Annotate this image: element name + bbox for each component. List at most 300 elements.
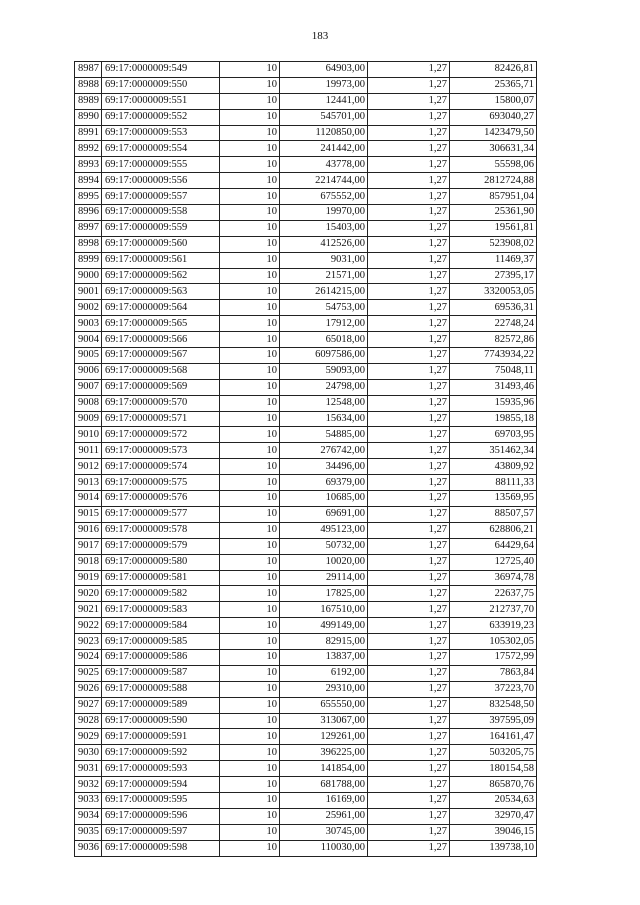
cadastral-number-cell: 69:17:0000009:589 (102, 697, 220, 713)
coefficient-cell: 1,27 (368, 93, 450, 109)
table-row (75, 602, 537, 618)
table-row (75, 443, 537, 459)
result-value-cell: 75048,11 (450, 363, 537, 379)
result-value-cell: 39046,15 (450, 824, 537, 840)
table-row (75, 634, 537, 650)
cadastral-number-cell: 69:17:0000009:579 (102, 538, 220, 554)
row-number-cell: 9027 (75, 697, 102, 713)
cadastral-number-cell: 69:17:0000009:597 (102, 824, 220, 840)
coefficient-cell: 1,27 (368, 173, 450, 189)
row-number-cell: 9023 (75, 634, 102, 650)
coefficient-cell: 1,27 (368, 729, 450, 745)
base-value-cell: 69379,00 (280, 475, 368, 491)
result-value-cell: 55598,06 (450, 157, 537, 173)
base-value-cell: 50732,00 (280, 538, 368, 554)
cadastral-number-cell: 69:17:0000009:572 (102, 427, 220, 443)
coefficient-cell: 1,27 (368, 840, 450, 856)
cadastral-number-cell: 69:17:0000009:555 (102, 157, 220, 173)
cadastral-number-cell: 69:17:0000009:556 (102, 173, 220, 189)
table-row (75, 506, 537, 522)
table-row (75, 459, 537, 475)
group-cell: 10 (220, 649, 280, 665)
group-cell: 10 (220, 268, 280, 284)
result-value-cell: 20534,63 (450, 792, 537, 808)
base-value-cell: 6097586,00 (280, 348, 368, 364)
coefficient-cell: 1,27 (368, 665, 450, 681)
result-value-cell: 3320053,05 (450, 284, 537, 300)
table-row (75, 395, 537, 411)
cadastral-number-cell: 69:17:0000009:560 (102, 236, 220, 252)
table-row (75, 713, 537, 729)
table-row (75, 109, 537, 125)
result-value-cell: 17572,99 (450, 649, 537, 665)
result-value-cell: 12725,40 (450, 554, 537, 570)
row-number-cell: 9036 (75, 840, 102, 856)
result-value-cell: 69536,31 (450, 300, 537, 316)
cadastral-number-cell: 69:17:0000009:565 (102, 316, 220, 332)
cadastral-number-cell: 69:17:0000009:554 (102, 141, 220, 157)
base-value-cell: 16169,00 (280, 792, 368, 808)
cadastral-number-cell: 69:17:0000009:563 (102, 284, 220, 300)
group-cell: 10 (220, 808, 280, 824)
coefficient-cell: 1,27 (368, 618, 450, 634)
base-value-cell: 19970,00 (280, 205, 368, 221)
group-cell: 10 (220, 761, 280, 777)
group-cell: 10 (220, 554, 280, 570)
group-cell: 10 (220, 634, 280, 650)
base-value-cell: 9031,00 (280, 252, 368, 268)
result-value-cell: 27395,17 (450, 268, 537, 284)
result-value-cell: 7743934,22 (450, 348, 537, 364)
base-value-cell: 10020,00 (280, 554, 368, 570)
group-cell: 10 (220, 427, 280, 443)
row-number-cell: 9033 (75, 792, 102, 808)
row-number-cell: 9035 (75, 824, 102, 840)
table-row (75, 189, 537, 205)
result-value-cell: 693040,27 (450, 109, 537, 125)
coefficient-cell: 1,27 (368, 538, 450, 554)
coefficient-cell: 1,27 (368, 395, 450, 411)
coefficient-cell: 1,27 (368, 348, 450, 364)
group-cell: 10 (220, 506, 280, 522)
row-number-cell: 8995 (75, 189, 102, 205)
table-row (75, 681, 537, 697)
cadastral-number-cell: 69:17:0000009:592 (102, 745, 220, 761)
base-value-cell: 34496,00 (280, 459, 368, 475)
result-value-cell: 7863,84 (450, 665, 537, 681)
group-cell: 10 (220, 348, 280, 364)
table-row (75, 348, 537, 364)
row-number-cell: 9016 (75, 522, 102, 538)
cadastral-number-cell: 69:17:0000009:588 (102, 681, 220, 697)
row-number-cell: 9012 (75, 459, 102, 475)
base-value-cell: 15403,00 (280, 220, 368, 236)
coefficient-cell: 1,27 (368, 459, 450, 475)
group-cell: 10 (220, 443, 280, 459)
row-number-cell: 9020 (75, 586, 102, 602)
group-cell: 10 (220, 125, 280, 141)
result-value-cell: 32970,47 (450, 808, 537, 824)
base-value-cell: 2614215,00 (280, 284, 368, 300)
cadastral-number-cell: 69:17:0000009:584 (102, 618, 220, 634)
table-row (75, 252, 537, 268)
cadastral-number-cell: 69:17:0000009:575 (102, 475, 220, 491)
cadastral-number-cell: 69:17:0000009:595 (102, 792, 220, 808)
result-value-cell: 180154,58 (450, 761, 537, 777)
table-row (75, 125, 537, 141)
coefficient-cell: 1,27 (368, 745, 450, 761)
row-number-cell: 9004 (75, 332, 102, 348)
coefficient-cell: 1,27 (368, 681, 450, 697)
row-number-cell: 8988 (75, 77, 102, 93)
coefficient-cell: 1,27 (368, 761, 450, 777)
cadastral-number-cell: 69:17:0000009:578 (102, 522, 220, 538)
coefficient-cell: 1,27 (368, 157, 450, 173)
table-row (75, 729, 537, 745)
coefficient-cell: 1,27 (368, 125, 450, 141)
coefficient-cell: 1,27 (368, 506, 450, 522)
group-cell: 10 (220, 602, 280, 618)
cadastral-number-cell: 69:17:0000009:574 (102, 459, 220, 475)
cadastral-number-cell: 69:17:0000009:577 (102, 506, 220, 522)
table-row (75, 522, 537, 538)
cadastral-value-table (74, 61, 537, 857)
result-value-cell: 105302,05 (450, 634, 537, 650)
cadastral-number-cell: 69:17:0000009:559 (102, 220, 220, 236)
row-number-cell: 9024 (75, 649, 102, 665)
cadastral-number-cell: 69:17:0000009:582 (102, 586, 220, 602)
group-cell: 10 (220, 173, 280, 189)
base-value-cell: 29310,00 (280, 681, 368, 697)
result-value-cell: 64429,64 (450, 538, 537, 554)
table-row (75, 332, 537, 348)
coefficient-cell: 1,27 (368, 427, 450, 443)
result-value-cell: 503205,75 (450, 745, 537, 761)
base-value-cell: 17912,00 (280, 316, 368, 332)
row-number-cell: 8999 (75, 252, 102, 268)
result-value-cell: 22637,75 (450, 586, 537, 602)
table-row (75, 427, 537, 443)
base-value-cell: 65018,00 (280, 332, 368, 348)
coefficient-cell: 1,27 (368, 284, 450, 300)
coefficient-cell: 1,27 (368, 586, 450, 602)
base-value-cell: 167510,00 (280, 602, 368, 618)
table-row (75, 284, 537, 300)
result-value-cell: 633919,23 (450, 618, 537, 634)
result-value-cell: 69703,95 (450, 427, 537, 443)
table-row (75, 824, 537, 840)
coefficient-cell: 1,27 (368, 570, 450, 586)
base-value-cell: 10685,00 (280, 491, 368, 507)
base-value-cell: 29114,00 (280, 570, 368, 586)
base-value-cell: 655550,00 (280, 697, 368, 713)
table-row (75, 157, 537, 173)
group-cell: 10 (220, 300, 280, 316)
group-cell: 10 (220, 220, 280, 236)
cadastral-number-cell: 69:17:0000009:571 (102, 411, 220, 427)
group-cell: 10 (220, 363, 280, 379)
cadastral-number-cell: 69:17:0000009:553 (102, 125, 220, 141)
group-cell: 10 (220, 840, 280, 856)
result-value-cell: 865870,76 (450, 777, 537, 793)
base-value-cell: 12441,00 (280, 93, 368, 109)
result-value-cell: 82426,81 (450, 62, 537, 78)
result-value-cell: 37223,70 (450, 681, 537, 697)
result-value-cell: 19561,81 (450, 220, 537, 236)
coefficient-cell: 1,27 (368, 824, 450, 840)
result-value-cell: 1423479,50 (450, 125, 537, 141)
group-cell: 10 (220, 459, 280, 475)
row-number-cell: 8997 (75, 220, 102, 236)
result-value-cell: 523908,02 (450, 236, 537, 252)
coefficient-cell: 1,27 (368, 109, 450, 125)
group-cell: 10 (220, 570, 280, 586)
group-cell: 10 (220, 729, 280, 745)
base-value-cell: 54753,00 (280, 300, 368, 316)
result-value-cell: 857951,04 (450, 189, 537, 205)
group-cell: 10 (220, 236, 280, 252)
base-value-cell: 6192,00 (280, 665, 368, 681)
group-cell: 10 (220, 491, 280, 507)
result-value-cell: 88111,33 (450, 475, 537, 491)
result-value-cell: 13569,95 (450, 491, 537, 507)
row-number-cell: 9025 (75, 665, 102, 681)
table-row (75, 792, 537, 808)
row-number-cell: 9029 (75, 729, 102, 745)
coefficient-cell: 1,27 (368, 236, 450, 252)
row-number-cell: 9008 (75, 395, 102, 411)
result-value-cell: 832548,50 (450, 697, 537, 713)
result-value-cell: 351462,34 (450, 443, 537, 459)
coefficient-cell: 1,27 (368, 777, 450, 793)
coefficient-cell: 1,27 (368, 475, 450, 491)
table-row (75, 840, 537, 856)
group-cell: 10 (220, 411, 280, 427)
base-value-cell: 313067,00 (280, 713, 368, 729)
table-row (75, 77, 537, 93)
result-value-cell: 36974,78 (450, 570, 537, 586)
base-value-cell: 30745,00 (280, 824, 368, 840)
table-row (75, 363, 537, 379)
table-row (75, 745, 537, 761)
table-row (75, 808, 537, 824)
base-value-cell: 675552,00 (280, 189, 368, 205)
group-cell: 10 (220, 284, 280, 300)
row-number-cell: 9013 (75, 475, 102, 491)
cadastral-number-cell: 69:17:0000009:591 (102, 729, 220, 745)
row-number-cell: 8993 (75, 157, 102, 173)
row-number-cell: 9017 (75, 538, 102, 554)
row-number-cell: 9032 (75, 777, 102, 793)
group-cell: 10 (220, 205, 280, 221)
cadastral-number-cell: 69:17:0000009:581 (102, 570, 220, 586)
result-value-cell: 15800,07 (450, 93, 537, 109)
cadastral-number-cell: 69:17:0000009:564 (102, 300, 220, 316)
row-number-cell: 9007 (75, 379, 102, 395)
coefficient-cell: 1,27 (368, 220, 450, 236)
cadastral-number-cell: 69:17:0000009:593 (102, 761, 220, 777)
row-number-cell: 9021 (75, 602, 102, 618)
base-value-cell: 43778,00 (280, 157, 368, 173)
result-value-cell: 19855,18 (450, 411, 537, 427)
row-number-cell: 8990 (75, 109, 102, 125)
result-value-cell: 25365,71 (450, 77, 537, 93)
cadastral-number-cell: 69:17:0000009:573 (102, 443, 220, 459)
base-value-cell: 12548,00 (280, 395, 368, 411)
result-value-cell: 139738,10 (450, 840, 537, 856)
table-row (75, 205, 537, 221)
table-row (75, 316, 537, 332)
coefficient-cell: 1,27 (368, 522, 450, 538)
cadastral-number-cell: 69:17:0000009:587 (102, 665, 220, 681)
coefficient-cell: 1,27 (368, 634, 450, 650)
cadastral-number-cell: 69:17:0000009:580 (102, 554, 220, 570)
result-value-cell: 88507,57 (450, 506, 537, 522)
coefficient-cell: 1,27 (368, 332, 450, 348)
table-row (75, 697, 537, 713)
result-value-cell: 25361,90 (450, 205, 537, 221)
table-row (75, 62, 537, 78)
row-number-cell: 8998 (75, 236, 102, 252)
coefficient-cell: 1,27 (368, 205, 450, 221)
coefficient-cell: 1,27 (368, 554, 450, 570)
row-number-cell: 9010 (75, 427, 102, 443)
group-cell: 10 (220, 62, 280, 78)
row-number-cell: 9014 (75, 491, 102, 507)
cadastral-number-cell: 69:17:0000009:596 (102, 808, 220, 824)
table-body (75, 62, 537, 857)
result-value-cell: 43809,92 (450, 459, 537, 475)
row-number-cell: 9003 (75, 316, 102, 332)
cadastral-number-cell: 69:17:0000009:594 (102, 777, 220, 793)
base-value-cell: 141854,00 (280, 761, 368, 777)
table-row (75, 618, 537, 634)
cadastral-number-cell: 69:17:0000009:568 (102, 363, 220, 379)
table-row (75, 93, 537, 109)
result-value-cell: 212737,70 (450, 602, 537, 618)
row-number-cell: 9009 (75, 411, 102, 427)
table-row (75, 761, 537, 777)
cadastral-number-cell: 69:17:0000009:569 (102, 379, 220, 395)
group-cell: 10 (220, 824, 280, 840)
group-cell: 10 (220, 586, 280, 602)
coefficient-cell: 1,27 (368, 363, 450, 379)
cadastral-number-cell: 69:17:0000009:557 (102, 189, 220, 205)
group-cell: 10 (220, 379, 280, 395)
cadastral-number-cell: 69:17:0000009:561 (102, 252, 220, 268)
coefficient-cell: 1,27 (368, 141, 450, 157)
base-value-cell: 495123,00 (280, 522, 368, 538)
base-value-cell: 19973,00 (280, 77, 368, 93)
cadastral-number-cell: 69:17:0000009:552 (102, 109, 220, 125)
row-number-cell: 9006 (75, 363, 102, 379)
group-cell: 10 (220, 332, 280, 348)
result-value-cell: 2812724,88 (450, 173, 537, 189)
result-value-cell: 82572,86 (450, 332, 537, 348)
cadastral-number-cell: 69:17:0000009:590 (102, 713, 220, 729)
group-cell: 10 (220, 777, 280, 793)
cadastral-number-cell: 69:17:0000009:567 (102, 348, 220, 364)
result-value-cell: 397595,09 (450, 713, 537, 729)
cadastral-number-cell: 69:17:0000009:549 (102, 62, 220, 78)
table-row (75, 586, 537, 602)
base-value-cell: 25961,00 (280, 808, 368, 824)
row-number-cell: 9000 (75, 268, 102, 284)
row-number-cell: 9018 (75, 554, 102, 570)
group-cell: 10 (220, 522, 280, 538)
group-cell: 10 (220, 395, 280, 411)
table-row (75, 570, 537, 586)
result-value-cell: 22748,24 (450, 316, 537, 332)
coefficient-cell: 1,27 (368, 268, 450, 284)
group-cell: 10 (220, 745, 280, 761)
coefficient-cell: 1,27 (368, 792, 450, 808)
row-number-cell: 8992 (75, 141, 102, 157)
group-cell: 10 (220, 665, 280, 681)
table-row (75, 554, 537, 570)
coefficient-cell: 1,27 (368, 808, 450, 824)
group-cell: 10 (220, 681, 280, 697)
result-value-cell: 306631,34 (450, 141, 537, 157)
cadastral-number-cell: 69:17:0000009:558 (102, 205, 220, 221)
coefficient-cell: 1,27 (368, 62, 450, 78)
coefficient-cell: 1,27 (368, 379, 450, 395)
coefficient-cell: 1,27 (368, 189, 450, 205)
table-row (75, 141, 537, 157)
row-number-cell: 8987 (75, 62, 102, 78)
row-number-cell: 9034 (75, 808, 102, 824)
group-cell: 10 (220, 141, 280, 157)
result-value-cell: 31493,46 (450, 379, 537, 395)
cadastral-number-cell: 69:17:0000009:550 (102, 77, 220, 93)
cadastral-number-cell: 69:17:0000009:598 (102, 840, 220, 856)
table-row (75, 665, 537, 681)
base-value-cell: 69691,00 (280, 506, 368, 522)
group-cell: 10 (220, 713, 280, 729)
table-row (75, 300, 537, 316)
result-value-cell: 628806,21 (450, 522, 537, 538)
base-value-cell: 21571,00 (280, 268, 368, 284)
result-value-cell: 164161,47 (450, 729, 537, 745)
base-value-cell: 59093,00 (280, 363, 368, 379)
group-cell: 10 (220, 109, 280, 125)
row-number-cell: 8994 (75, 173, 102, 189)
cadastral-number-cell: 69:17:0000009:583 (102, 602, 220, 618)
coefficient-cell: 1,27 (368, 252, 450, 268)
cadastral-number-cell: 69:17:0000009:585 (102, 634, 220, 650)
table-row (75, 220, 537, 236)
table-row (75, 649, 537, 665)
group-cell: 10 (220, 189, 280, 205)
group-cell: 10 (220, 792, 280, 808)
base-value-cell: 129261,00 (280, 729, 368, 745)
row-number-cell: 9026 (75, 681, 102, 697)
row-number-cell: 8996 (75, 205, 102, 221)
row-number-cell: 9002 (75, 300, 102, 316)
table-row (75, 538, 537, 554)
base-value-cell: 1120850,00 (280, 125, 368, 141)
result-value-cell: 15935,96 (450, 395, 537, 411)
group-cell: 10 (220, 538, 280, 554)
row-number-cell: 9005 (75, 348, 102, 364)
row-number-cell: 9019 (75, 570, 102, 586)
row-number-cell: 9011 (75, 443, 102, 459)
row-number-cell: 9001 (75, 284, 102, 300)
base-value-cell: 15634,00 (280, 411, 368, 427)
coefficient-cell: 1,27 (368, 443, 450, 459)
coefficient-cell: 1,27 (368, 316, 450, 332)
table-row (75, 777, 537, 793)
